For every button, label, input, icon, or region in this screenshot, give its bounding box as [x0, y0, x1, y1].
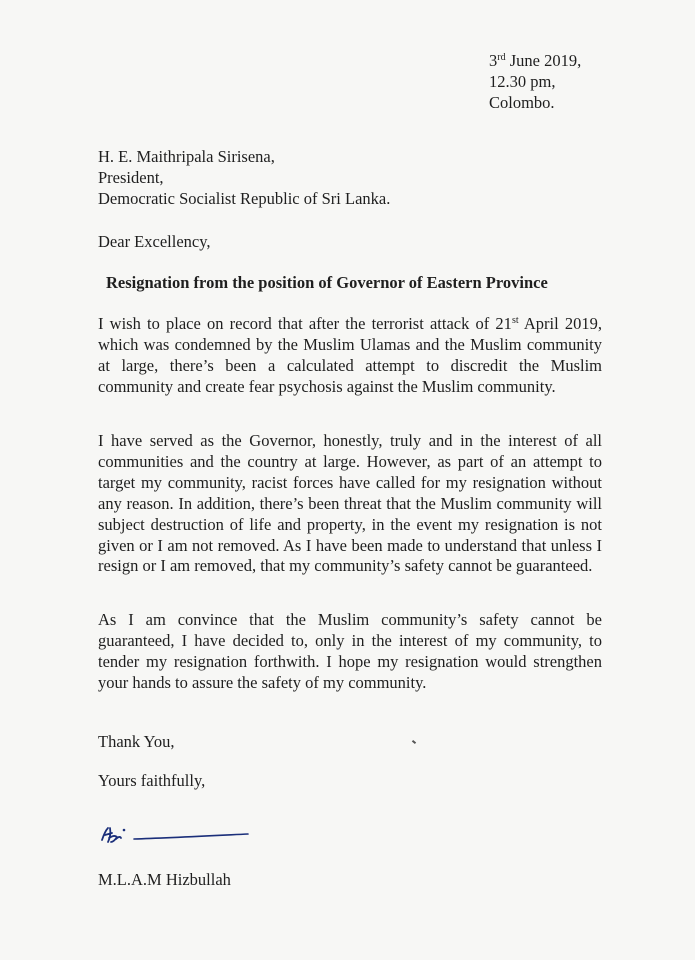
- place-line: Colombo.: [489, 93, 555, 112]
- paper-speck: [412, 740, 416, 744]
- signer-name: M.L.A.M Hizbullah: [98, 870, 231, 889]
- paragraph-1: [98, 314, 602, 398]
- letter-header: [489, 50, 581, 113]
- ordinal-suffix: st: [511, 315, 519, 326]
- time-line: 12.30 pm,: [489, 72, 556, 91]
- paragraph-1-start: I wish to place on record that after the terrorist attack of 21: [98, 314, 512, 333]
- closing-faithfully: Yours faithfully,: [98, 771, 206, 790]
- addressee-block: [98, 146, 390, 209]
- closing-thanks: Thank You,: [98, 732, 175, 751]
- signature-image: [96, 820, 256, 850]
- addressee-country: Democratic Socialist Republic of Sri Lanka.: [98, 189, 391, 208]
- salutation: Dear Excellency,: [98, 232, 211, 251]
- date-rest: June 2019,: [505, 51, 582, 70]
- paragraph-1-rest: April 2019, which was condemned by the Muslim Ulamas and the Muslim community at large, there’s been a calculated attempt to discredit the Muslim community and create fear psychosis against the Muslim community.: [98, 314, 602, 396]
- date-suffix: rd: [497, 52, 506, 63]
- addressee-name: H. E. Maithripala Sirisena,: [98, 147, 275, 166]
- paragraph-3: As I am convince that the Muslim community’s safety cannot be guaranteed, I have decided to, only in the interest of my community, to tender my resignation forthwith. I hope my resignation would strengthen your hands to assure the safety of my community.: [98, 610, 602, 692]
- addressee-title: President,: [98, 168, 164, 187]
- date-day: 3: [489, 51, 498, 70]
- subject-heading: Resignation from the position of Governor of Eastern Province: [106, 273, 548, 292]
- paragraph-2: I have served as the Governor, honestly, truly and in the interest of all communities and the country at large. However, as part of an attempt to target my community, racist forces have called for my resignation without any reason. In addition, there’s been threat that the Muslim community will subject destruction of life and property, in the event my resignation is not given or I am not removed. As I have been made to understand that unless I resign or I am removed, that my community’s safety cannot be guaranteed.: [98, 431, 602, 576]
- date-line: [489, 50, 581, 71]
